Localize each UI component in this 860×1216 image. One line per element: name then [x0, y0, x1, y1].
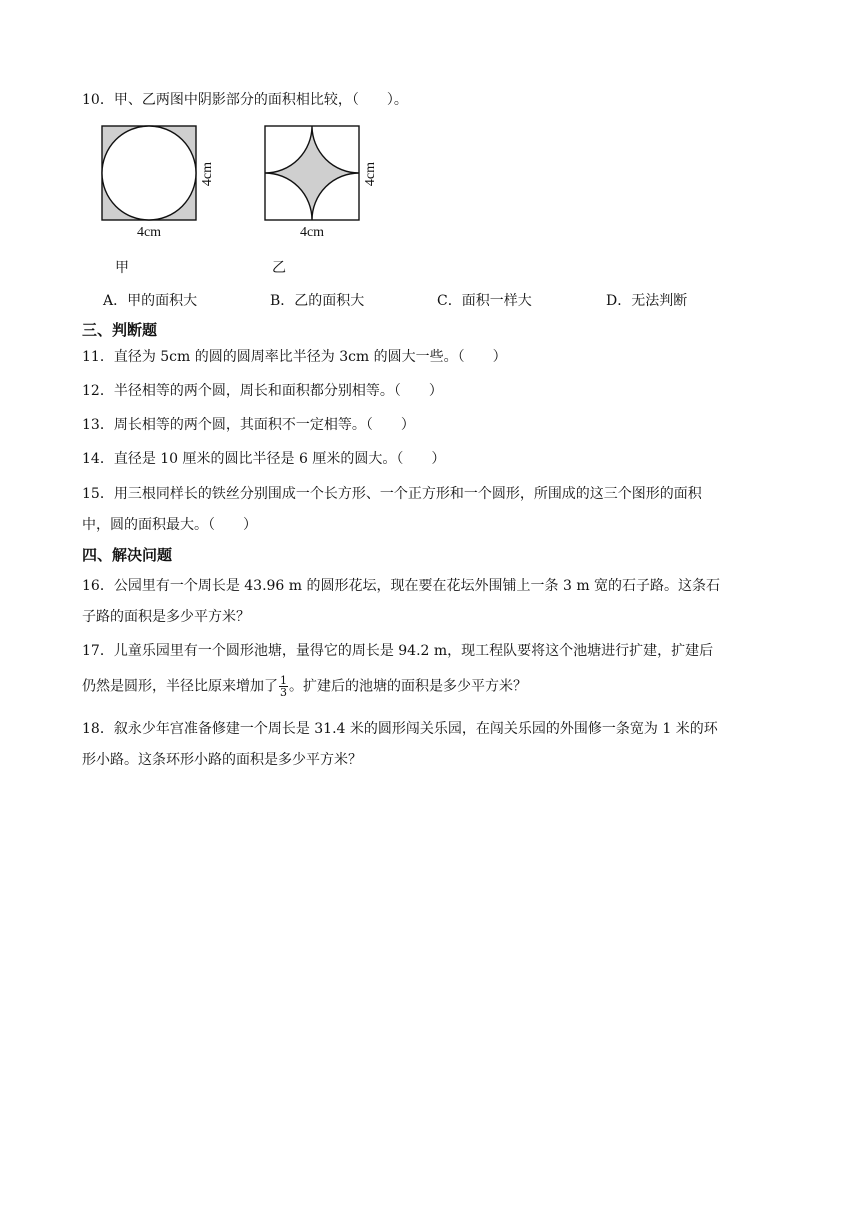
- section-4-title: 四、解决问题: [82, 546, 173, 564]
- jia-side-label: 4cm: [200, 161, 216, 187]
- question-17-line2-end: 。扩建后的池塘的面积是多少平方米？: [289, 678, 527, 695]
- option-b[interactable]: B．乙的面积大: [270, 293, 365, 309]
- question-11-text: 11．直径为 5cm 的圆的圆周率比半径为 3cm 的圆大一些。（ ）: [82, 349, 507, 365]
- jia-circle: [102, 126, 196, 220]
- question-16-line1: 16．公园里有一个周长是 43.96 m 的圆形花坛，现在要在花坛外围铺上一条 3 m 宽的石子路。这条石: [82, 578, 721, 594]
- question-15-line2: 中，圆的面积最大。（ ）: [82, 517, 257, 533]
- figure-jia: [98, 122, 228, 248]
- question-16-line2: 子路的面积是多少平方米？: [82, 609, 250, 625]
- question-18-line2: 形小路。这条环形小路的面积是多少平方米？: [82, 752, 362, 768]
- question-13-text: 13．周长相等的两个圆，其面积不一定相等。（ ）: [82, 417, 415, 433]
- fraction-numerator: 1: [280, 674, 287, 687]
- fraction-denominator: 3: [280, 686, 287, 699]
- question-10-text: 10．甲、乙两图中阴影部分的面积相比较，（ ）。: [82, 92, 408, 108]
- figure-jia-caption: 甲: [115, 260, 129, 276]
- question-17-line1: 17．儿童乐园里有一个圆形池塘，量得它的周长是 94.2 m，现工程队要将这个池塘进行扩建，扩建后: [82, 643, 714, 659]
- option-c[interactable]: C．面积一样大: [437, 293, 532, 309]
- yi-side-label: 4cm: [363, 161, 379, 187]
- fraction-one-third: [279, 675, 288, 698]
- figure-yi-caption: 乙: [272, 260, 286, 276]
- option-a[interactable]: A．甲的面积大: [103, 293, 198, 309]
- question-18-line1: 18．叙永少年宫准备修建一个周长是 31.4 米的圆形闯关乐园，在闯关乐园的外围修一条宽为 1 米的环: [82, 721, 718, 737]
- question-15-line1: 15．用三根同样长的铁丝分别围成一个长方形、一个正方形和一个圆形，所围成的这三个图形的面积: [82, 486, 702, 502]
- question-17-line2: [82, 675, 527, 698]
- question-14-text: 14．直径是 10 厘米的圆比半径是 6 厘米的圆大。（ ）: [82, 451, 446, 467]
- option-d[interactable]: D．无法判断: [606, 293, 688, 309]
- figure-yi: [261, 122, 391, 248]
- jia-bottom-label: 4cm: [136, 225, 162, 240]
- question-17-line2-start: 仍然是圆形，半径比原来增加了: [82, 678, 278, 695]
- question-12-text: 12．半径相等的两个圆，周长和面积都分别相等。（ ）: [82, 383, 443, 399]
- yi-bottom-label: 4cm: [299, 225, 325, 240]
- section-3-title: 三、判断题: [82, 321, 158, 339]
